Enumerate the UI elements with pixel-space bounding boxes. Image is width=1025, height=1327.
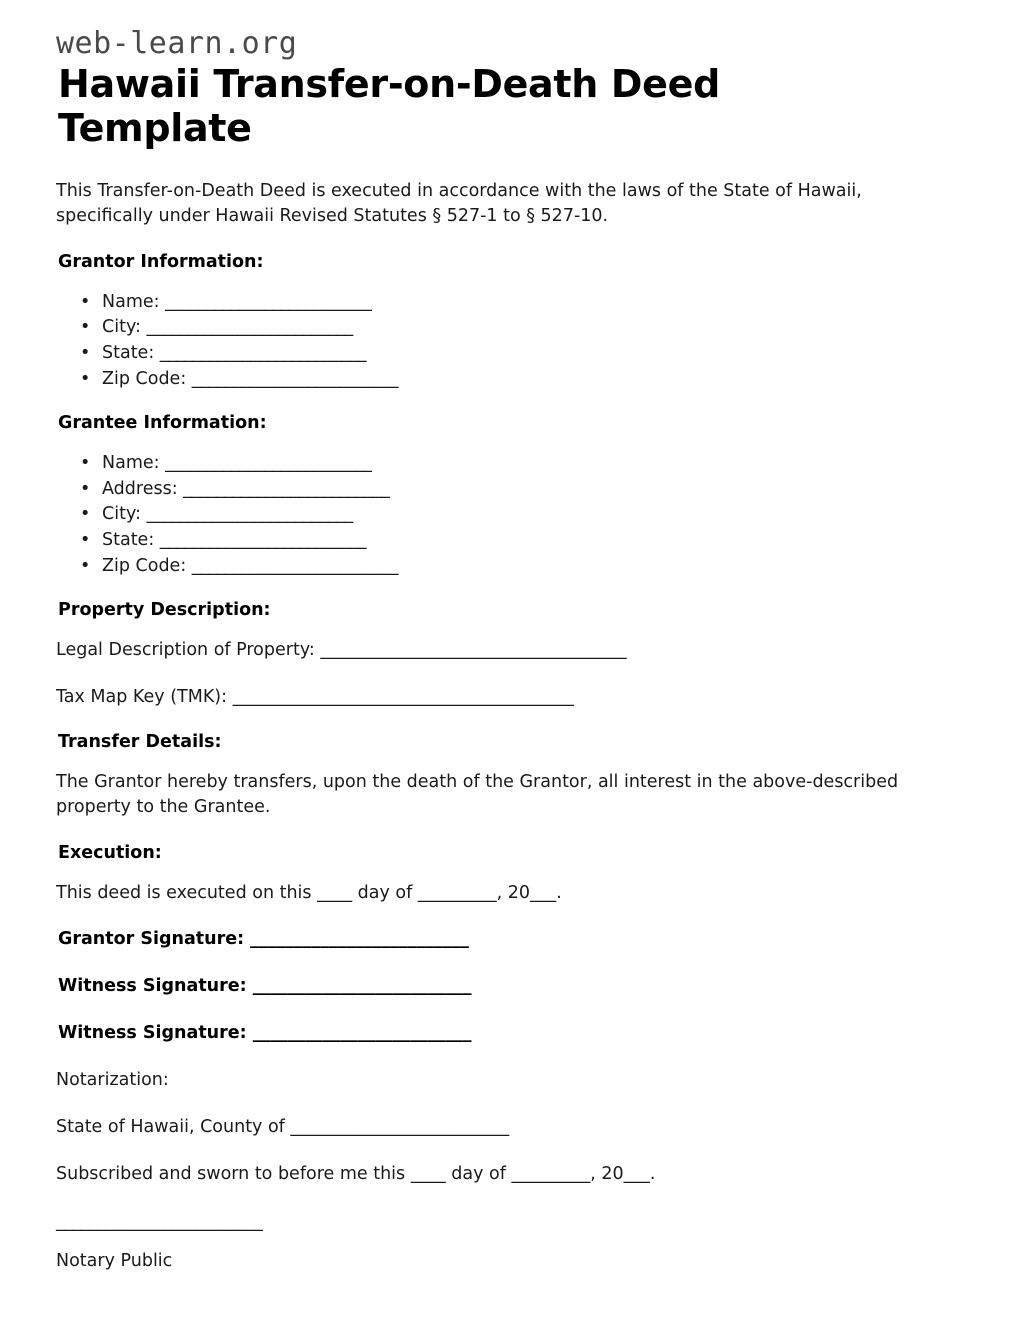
field-blank[interactable]: _________________________ <box>191 556 399 577</box>
list-item <box>102 502 965 527</box>
grantee-field-list <box>56 451 965 579</box>
field-label: Zip Code: <box>102 369 187 390</box>
page-title: Hawaii Transfer-on-Death Deed Template <box>58 61 721 151</box>
field-label: City: <box>102 504 141 525</box>
list-item <box>102 528 965 553</box>
notarization-label: Notarization: <box>56 1069 169 1090</box>
notary-state-county-field[interactable]: State of Hawaii, County of _________________________ <box>56 1116 510 1137</box>
field-blank[interactable]: _________________________ <box>159 530 367 551</box>
list-item <box>102 290 965 315</box>
grantor-field-list <box>56 290 965 392</box>
field-label: City: <box>102 317 141 338</box>
legal-description-field[interactable]: Legal Description of Property: ___________________________________ <box>56 639 627 660</box>
witness-signature-line-1[interactable]: Witness Signature: _________________________ <box>58 976 472 997</box>
field-blank[interactable]: _________________________ <box>183 478 390 499</box>
field-label: Name: <box>102 291 160 312</box>
field-blank[interactable]: _________________________ <box>146 504 353 525</box>
field-blank[interactable]: _________________________ <box>165 291 372 312</box>
transfer-details-heading: Transfer Details: <box>58 732 222 753</box>
notary-signature-line[interactable]: _________________________ <box>56 1212 263 1233</box>
notary-public-label: Notary Public <box>56 1251 173 1272</box>
transfer-details-text: The Grantor hereby transfers, upon the death of the Grantor, all interest in the above-described property to the Grantee. <box>56 772 899 817</box>
execution-date-field[interactable]: This deed is executed on this ____ day of _________, 20___. <box>56 882 562 903</box>
grantor-signature-line[interactable]: Grantor Signature: _________________________ <box>58 929 469 950</box>
intro-paragraph: This Transfer-on-Death Deed is executed in accordance with the laws of the State of Hawaii, specifically under Hawaii Revised Statutes § 527-1 to § 527-10. <box>56 181 862 226</box>
field-label: Name: <box>102 452 160 473</box>
field-label: Address: <box>102 478 178 499</box>
list-item <box>102 341 965 366</box>
field-label: State: <box>102 343 155 364</box>
grantor-information-heading: Grantor Information: <box>58 251 264 272</box>
field-label: Zip Code: <box>102 556 187 577</box>
list-item <box>102 451 965 476</box>
grantee-information-heading: Grantee Information: <box>58 412 267 433</box>
list-item <box>102 554 965 579</box>
notary-sworn-field[interactable]: Subscribed and sworn to before me this ____ day of _________, 20___. <box>56 1163 656 1184</box>
tax-map-key-field[interactable]: Tax Map Key (TMK): _______________________________________ <box>56 686 574 707</box>
field-blank[interactable]: _________________________ <box>159 343 367 364</box>
field-label: State: <box>102 530 155 551</box>
witness-signature-line-2[interactable]: Witness Signature: _________________________ <box>58 1023 472 1044</box>
field-blank[interactable]: _________________________ <box>146 317 353 338</box>
list-item <box>102 367 965 392</box>
field-blank[interactable]: _________________________ <box>191 369 399 390</box>
site-watermark: web-learn.org <box>56 26 298 61</box>
list-item <box>102 315 965 340</box>
property-description-heading: Property Description: <box>58 599 271 620</box>
field-blank[interactable]: _________________________ <box>165 452 372 473</box>
execution-heading: Execution: <box>58 842 162 863</box>
list-item <box>102 477 965 502</box>
